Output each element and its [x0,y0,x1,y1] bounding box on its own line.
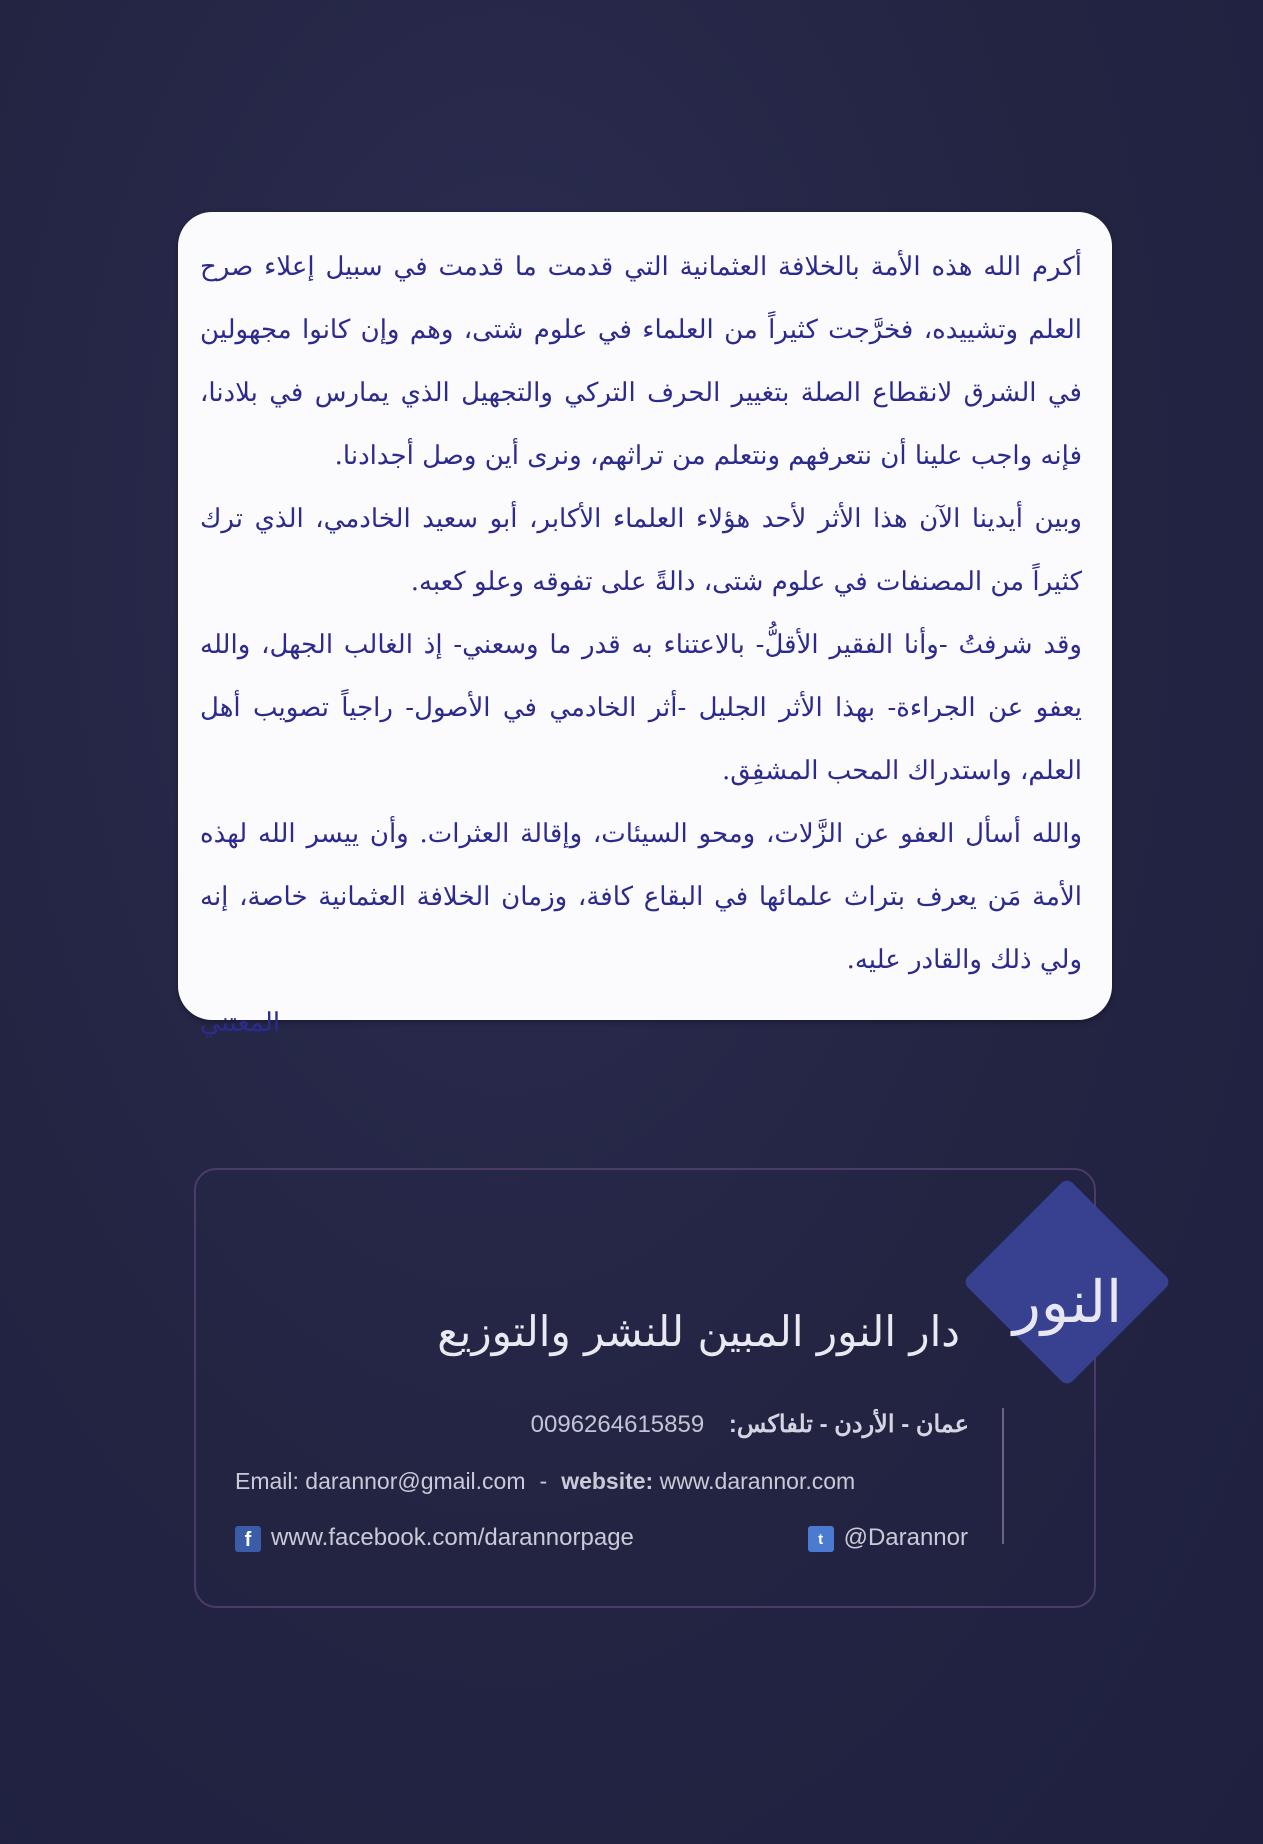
intro-paragraph-2: وبين أيدينا الآن هذا الأثر لأحد هؤلاء العلماء الأكابر، أبو سعيد الخادمي، الذي ترك كثيراً من المصنفات في علوم شتى، دالةً على تفوقه وعلو كعبه. [200,504,1082,597]
twitter-handle[interactable]: @Darannor [843,1524,968,1551]
twitter-icon: t [808,1526,834,1552]
facebook-icon: f [235,1526,261,1552]
publisher-logo: النور [1012,1268,1123,1336]
signature: المعتني [200,1008,281,1038]
phone-number: 0096264615859 [530,1411,705,1438]
website-label: website: [561,1468,654,1494]
twitter-group [808,1524,968,1552]
facebook-link[interactable]: www.facebook.com/darannorpage [271,1524,634,1551]
phone-row [531,1410,969,1439]
intro-paragraph-1: أكرم الله هذه الأمة بالخلافة العثمانية التي قدمت ما قدمت في سبيل إعلاء صرح العلم وتشييده، فخرَّجت كثيراً من العلماء في علوم شتى، وهم وإن كانوا مجهولين في الشرق لانقطاع الصلة بتغيير الحرف التركي والتجهيل الذي يمارس في بلادنا، فإنه واجب علينا أن نتعرفهم ونتعلم من تراثهم، ونرى أين وصل أجدادنا. [200,252,1082,471]
phone-label: عمان - الأردن - تلفاكس: [728,1411,969,1438]
email-link[interactable]: Email: darannor@gmail.com [235,1468,526,1494]
website-link[interactable]: www.darannor.com [659,1468,856,1494]
intro-paragraph-4: والله أسأل العفو عن الزَّلات، ومحو السيئات، وإقالة العثرات. وأن ييسر الله لهذه الأمة مَن يعرف بتراث علمائها في البقاع كافة، وزمان الخلافة العثمانية خاصة، إنه ولي ذلك والقادر عليه. [200,819,1082,975]
intro-card [178,212,1112,1038]
web-row [235,1468,855,1495]
separator: - [539,1468,548,1494]
publisher-name: دار النور المبين للنشر والتوزيع [437,1307,960,1356]
vertical-divider [1002,1408,1004,1544]
intro-paragraph-3: وقد شرفتُ -وأنا الفقير الأقلُّ- بالاعتناء به قدر ما وسعني- إذ الغالب الجهل، والله يعفو عن الجراءة- بهذا الأثر الجليل -أثر الخادمي في الأصول- راجياً تصويب أهل العلم، واستدراك المحب المشفِق. [200,630,1082,786]
social-row [235,1524,968,1552]
